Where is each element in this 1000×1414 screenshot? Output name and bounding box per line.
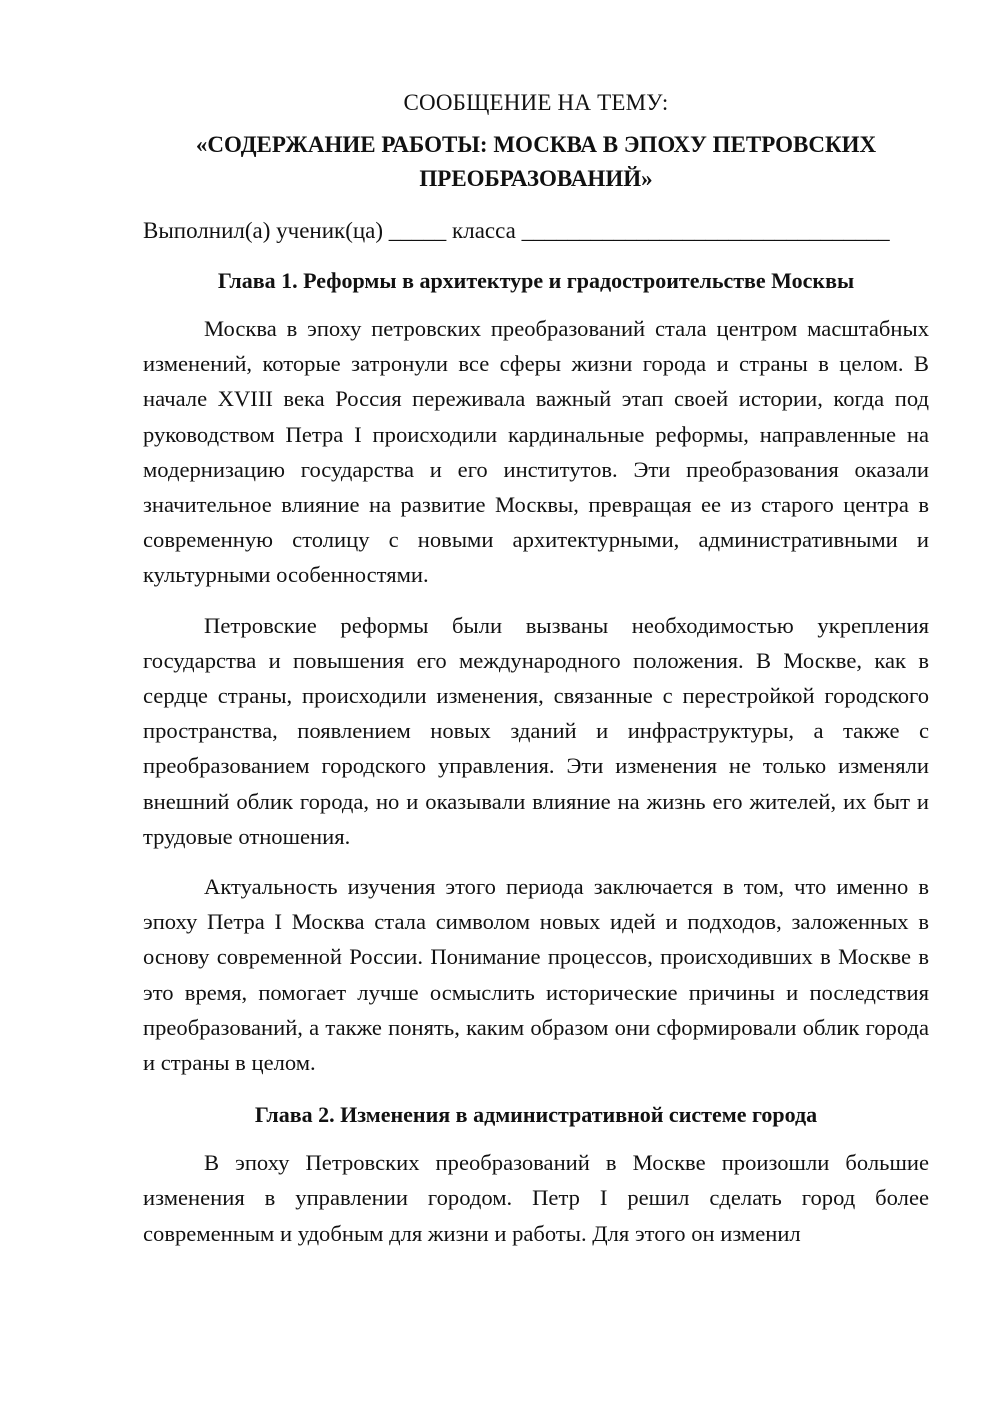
document-page	[143, 88, 929, 1266]
chapter-2	[143, 1100, 929, 1251]
document-title: «СОДЕРЖАНИЕ РАБОТЫ: МОСКВА В ЭПОХУ ПЕТРОВСКИХ ПРЕОБРАЗОВАНИЙ»	[195, 132, 877, 191]
paragraph: Петровские реформы были вызваны необходимостью укрепления государства и повышения его международного положения. В Москве, как в сердце страны, происходили изменения, связанные с перестройкой городского пространства, появлением новых зданий и инфраструктуры, а также с преобразованием городского управления. Эти изменения не только изменяли внешний облик города, но и оказывали влияние на жизнь его жителей, их быт и трудовые отношения.	[143, 612, 929, 849]
paragraph: Актуальность изучения этого периода заключается в том, что именно в эпоху Петра I Москва стала символом новых идей и подходов, заложенных в основу современной России. Понимание процессов, происходивших в Москве в это время, помогает лучше осмыслить исторические причины и последствия преобразований, а также понять, каким образом они сформировали облик города и страны в целом.	[143, 874, 929, 1076]
paragraph: В эпоху Петровских преобразований в Москве произошли большие изменения в управлении городом. Петр I решил сделать город более современным и удобным для жизни и работы. Для этого он изменил	[143, 1150, 929, 1246]
chapter-heading: Глава 1. Реформы в архитектуре и градостроительстве Москвы	[217, 268, 855, 293]
document-type-label: СООБЩЕНИЕ НА ТЕМУ:	[403, 90, 669, 115]
chapter-heading: Глава 2. Изменения в административной системе города	[254, 1102, 818, 1128]
author-line: Выполнил(а) ученик(ца) _____ класса ________________________________	[143, 218, 890, 243]
paragraph: Москва в эпоху петровских преобразований стала центром масштабных изменений, которые затронули все сферы жизни города и страны в целом. В начале XVIII века Россия переживала важный этап своей истории, когда под руководством Петра I происходили кардинальные реформы, направленные на модернизацию государства и его институтов. Эти преобразования оказали значительное влияние на развитие Москвы, превращая ее из старого центра в современную столицу с новыми архитектурными, административными и культурными особенностями.	[143, 316, 929, 588]
chapter-1	[143, 266, 929, 1080]
